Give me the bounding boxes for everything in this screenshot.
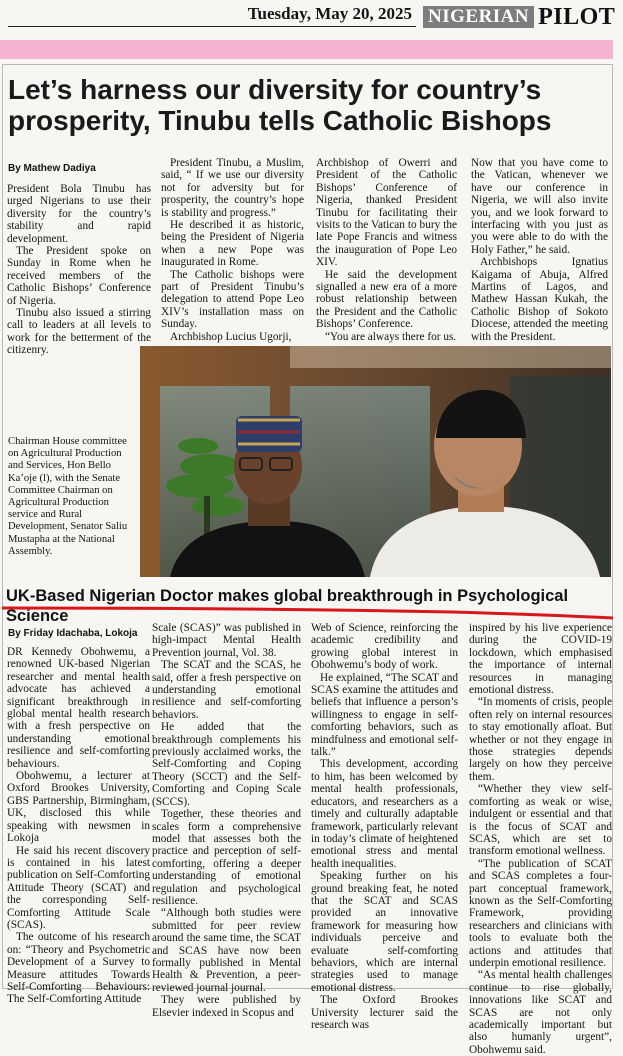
paragraph: Together, these theories and scales form a comprehensive model that assesses both the practice and perception of self-comforting, offering a deeper understanding of emotional regulation and psychological resilience. <box>152 808 301 907</box>
paragraph: “In moments of crisis, people often rely on internal resources to stay emotionally afloat. But whether or not they engage in those strategies depends largely on how they perceive them. <box>469 696 612 783</box>
paragraph: Archbishop Lucius Ugorji, <box>170 330 292 343</box>
paragraph: He added that the breakthrough complements his previously acclaimed works, the Self-Comforting and Coping Theory (SCCT) and the Self-Comforting and Coping Scale (SCCS). <box>152 721 301 808</box>
paragraph: Scale (SCAS)” was published in high-impact Mental Health Prevention journal, Vol. 38. <box>152 622 301 659</box>
story2-column-1 <box>7 646 150 1006</box>
story2-byline: By Friday Idachaba, Lokoja <box>8 628 138 639</box>
story2-column-4 <box>469 622 612 1056</box>
logo-word-nigerian: NIGERIAN <box>423 6 534 28</box>
paragraph: President Tinubu, a Muslim, said, “ If we use our diversity not for adversity but for prosperity, the country’s hope is stability and progress.” <box>161 157 304 219</box>
photo-caption: Chairman House committee on Agricultural Production and Services, Hon Bello Ka’oje (l), with the Senate Committee Chairman on Agricultural Production service and Rural Development, Senator Saliu Mustapha at the National Assembly. <box>8 436 128 557</box>
paragraph: “As mental health challenges continue to rise globally, innovations like SCAT and SCAS are not only academically important but also humanly urgent”, Obohwemu said. <box>469 969 612 1056</box>
logo-word-pilot: PILOT <box>538 3 616 30</box>
story2-headline: UK-Based Nigerian Doctor makes global breakthrough in Psychological Science <box>6 587 569 625</box>
paragraph: Now that you have come to the Vatican, whenever we have our conference in Nigeria, we will also invite you, and we look forward to interfacing with you just as you were able to do with the Holy Father,” he said. <box>471 157 608 256</box>
paragraph: Tinubu also issued a stirring call to leaders at all levels to work for the betterment of the citizenry. <box>7 307 151 357</box>
masthead-rule <box>8 26 416 27</box>
paragraph: Speaking further on his ground breaking feat, he noted that the SCAT and SCAS provided an innovative framework for measuring how individuals perceive and evaluate self-comforting behaviors, which are internal strategies used to manage emotional distress. <box>311 870 458 994</box>
story1-column-3 <box>316 157 457 343</box>
story1-column-1 <box>7 183 151 357</box>
paragraph: Web of Science, reinforcing the academic credibility and growing global interest in Obohwemu’s body of work. <box>311 622 458 672</box>
paragraph: The outcome of his research on: “Theory and Psychometric Development of a Survey to Measure attitudes Towards Self-Comforting Behaviours: The Self-Comforting Attitude <box>7 931 150 1006</box>
story2-column-3 <box>311 622 458 1031</box>
paragraph: Obohwemu, a lecturer at Oxford Brookes University, GBS Partnership, Birmingham, UK, disclosed this while speaking with newsmen in Lokoja <box>7 770 150 845</box>
paragraph: The Catholic bishops were part of President Tinubu’s delegation to attend Pope Leo XIV’s installation mass on Sunday. <box>161 268 304 331</box>
pink-banner <box>0 40 613 59</box>
story1-byline: By Mathew Dadiya <box>8 163 96 174</box>
photo-illustration <box>140 346 611 577</box>
paragraph: “Although both studies were submitted for peer review around the same time, the SCAT and SCAS have now been formally published in Mental Health & Prevention, a peer-reviewed journal journal. <box>152 907 301 994</box>
paragraph: “The publication of SCAT and SCAS completes a four-part conceptual framework, known as the Self-Comforting Framework, providing researchers and clinicians with tools to evaluate both the actions and attitudes that underpin emotional resilience. <box>469 857 612 969</box>
issue-date: Tuesday, May 20, 2025 <box>247 4 412 23</box>
story1-headline: Let’s harness our diversity for country’s prosperity, Tinubu tells Catholic Bishops <box>8 74 552 136</box>
paragraph: He described it as historic, being the President of Nigeria when a new Pope was inaugurated in Rome. <box>161 219 304 269</box>
red-underline <box>2 606 613 620</box>
paragraph: Archbishop of Owerri and President of the Catholic Bishops’ Conference of Nigeria, thanked President Tinubu for facilitating their visits to the Vatican to bury the late Pope Francis and witness the inauguration of Pope Leo XIV. <box>316 157 457 269</box>
news-photo <box>140 346 611 577</box>
paragraph: He explained, “The SCAT and SCAS examine the attitudes and beliefs that influence a person’s willingness to engage in self-comforting behaviors, such as mindfulness and emotional self-talk.” <box>311 671 458 759</box>
paragraph: This development, according to him, has been welcomed by mental health professionals, educators, and researchers as a timely and culturally adaptable framework, particularly relevant in today’s climate of heightened emotional stress and mental health inequalities. <box>311 758 458 870</box>
paragraph: DR Kennedy Obohwemu, a renowned UK-based Nigerian researcher and mental health advocate has achieved a significant breakthrough in global mental health research with a fresh perspective on understanding emotional resilience and self-comforting behaviours. <box>7 646 150 770</box>
paragraph: The Oxford Brookes University lecturer said the research was <box>311 994 458 1031</box>
paragraph: “Whether they view self-comforting as weak or wise, indulgent or essential and that is the focus of SCAT and SCAS, which are set to transform emotional wellness. <box>469 783 612 858</box>
paragraph: They were published by Elsevier indexed in Scopus and <box>152 994 301 1019</box>
paragraph: He said the development signalled a new era of a more robust relationship between the President and the Catholic Bishops’ Conference. <box>316 268 457 331</box>
paragraph: “You are always there for us. <box>325 330 457 343</box>
paragraph: He said his recent discovery is contained in his latest publication on Self-Comforting Attitude Theory (SCAT) and the corresponding Self-Comforting Attitude Scale (SCAS). <box>7 844 150 931</box>
paragraph: Archbishops Ignatius Kaigama of Abuja, Alfred Martins of Lagos, and Mathew Hassan Kukah, the Catholic Bishop of Sokoto Diocese, attended the meeting with the President. <box>471 256 608 343</box>
story1-column-2 <box>161 157 304 343</box>
paragraph: The SCAT and the SCAS, he said, offer a fresh perspective on understanding emotional resilience and self-comforting behaviors. <box>152 659 301 721</box>
story1-column-4 <box>471 157 608 343</box>
story2-column-2 <box>152 622 301 1019</box>
paragraph: The President spoke on Sunday in Rome when he received members of the Catholic Bishops’ Conference of Nigeria. <box>7 245 151 307</box>
paragraph: President Bola Tinubu has urged Nigerians to use their diversity for the country’s stability and rapid development. <box>7 183 151 245</box>
paragraph: inspired by his live experience during the COVID-19 lockdown, which emphasised the importance of internal resources in managing emotional distress. <box>469 622 612 697</box>
newspaper-logo <box>423 3 616 30</box>
